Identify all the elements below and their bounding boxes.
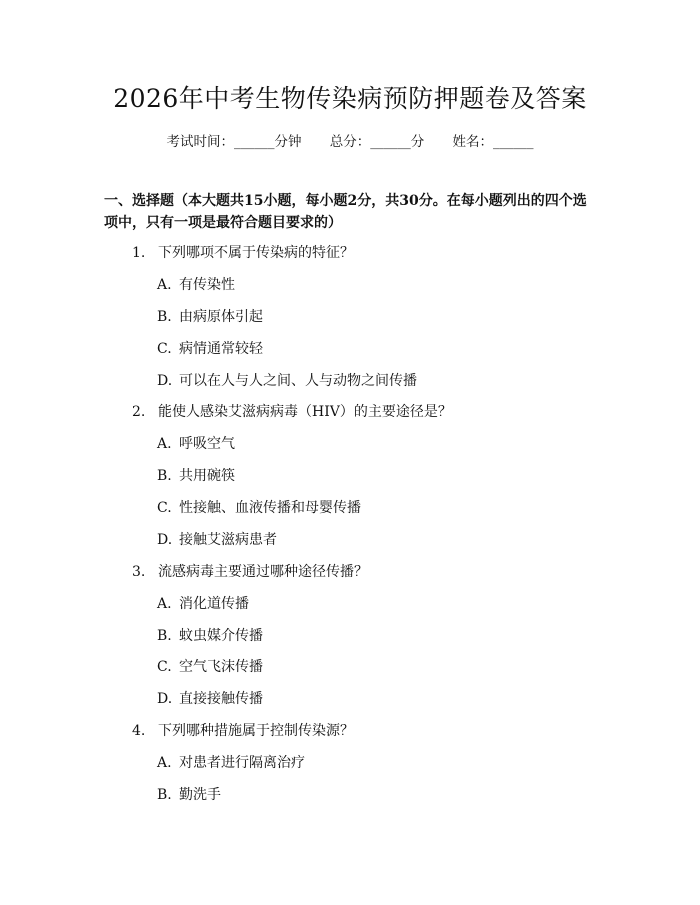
option-letter: A. bbox=[157, 755, 172, 771]
question-text: 下列哪种措施属于控制传染源？ bbox=[158, 723, 354, 739]
student-name-label: 姓名： bbox=[452, 134, 494, 150]
question-4-option-a bbox=[157, 753, 305, 773]
option-text: 可以在人与人之间、人与动物之间传播 bbox=[179, 373, 417, 389]
option-letter: C. bbox=[157, 500, 172, 516]
question-1-option-c bbox=[157, 339, 263, 359]
option-text: 呼吸空气 bbox=[179, 436, 235, 452]
option-letter: B. bbox=[157, 309, 172, 325]
question-3-option-b bbox=[157, 626, 263, 646]
option-text: 接触艾滋病患者 bbox=[179, 532, 277, 548]
question-3-option-d bbox=[157, 689, 263, 709]
option-text: 空气飞沫传播 bbox=[179, 659, 263, 675]
question-number: 1. bbox=[132, 245, 146, 261]
section-heading-line-1: 一、选择题（本大题共15小题，每小题2分，共30分。在每小题列出的四个选 bbox=[104, 193, 587, 209]
question-text: 流感病毒主要通过哪种途径传播？ bbox=[158, 564, 368, 580]
question-4-option-b bbox=[157, 785, 221, 805]
option-text: 由病原体引起 bbox=[179, 309, 263, 325]
question-3 bbox=[132, 562, 368, 582]
option-letter: D. bbox=[157, 532, 173, 548]
option-text: 消化道传播 bbox=[179, 596, 249, 612]
exam-info-line bbox=[0, 132, 700, 152]
question-3-option-a bbox=[157, 594, 249, 614]
option-text: 直接接触传播 bbox=[179, 691, 263, 707]
total-score-blank: ______ bbox=[370, 134, 411, 150]
option-letter: B. bbox=[157, 468, 172, 484]
exam-time-unit: 分钟 bbox=[274, 134, 302, 150]
question-4 bbox=[132, 721, 354, 741]
option-letter: B. bbox=[157, 787, 172, 803]
student-name-blank: ______ bbox=[493, 134, 534, 150]
option-letter: D. bbox=[157, 691, 173, 707]
option-letter: B. bbox=[157, 628, 172, 644]
question-2-option-b bbox=[157, 466, 235, 486]
student-name-field bbox=[453, 132, 534, 152]
question-number: 2. bbox=[132, 404, 146, 420]
question-number: 4. bbox=[132, 723, 146, 739]
exam-time-blank: ______ bbox=[233, 134, 275, 150]
page-title: 2026年中考生物传染病预防押题卷及答案 bbox=[113, 84, 587, 113]
option-text: 病情通常较轻 bbox=[179, 341, 263, 357]
option-text: 勤洗手 bbox=[179, 787, 221, 803]
question-1 bbox=[132, 243, 354, 263]
question-2-option-a bbox=[157, 434, 235, 454]
option-text: 对患者进行隔离治疗 bbox=[179, 755, 305, 771]
question-2-option-d bbox=[157, 530, 277, 550]
option-text: 性接触、血液传播和母婴传播 bbox=[179, 500, 361, 516]
total-score-field bbox=[330, 132, 425, 152]
question-1-option-a bbox=[157, 275, 235, 295]
section-heading-line-2: 项中，只有一项是最符合题目要求的） bbox=[104, 215, 342, 231]
question-2 bbox=[132, 402, 452, 422]
option-text: 共用碗筷 bbox=[179, 468, 235, 484]
option-letter: A. bbox=[157, 596, 172, 612]
question-text: 下列哪项不属于传染病的特征？ bbox=[158, 245, 354, 261]
option-text: 蚊虫媒介传播 bbox=[179, 628, 263, 644]
total-score-unit: 分 bbox=[410, 134, 425, 150]
section-heading bbox=[104, 190, 604, 234]
question-number: 3. bbox=[132, 564, 146, 580]
exam-time-field bbox=[166, 132, 301, 152]
option-letter: A. bbox=[157, 277, 172, 293]
question-3-option-c bbox=[157, 657, 263, 677]
total-score-label: 总分： bbox=[329, 134, 371, 150]
option-letter: A. bbox=[157, 436, 172, 452]
question-1-option-b bbox=[157, 307, 263, 327]
option-text: 有传染性 bbox=[179, 277, 235, 293]
question-1-option-d bbox=[157, 371, 417, 391]
question-text: 能使人感染艾滋病病毒（HIV）的主要途径是？ bbox=[158, 404, 452, 420]
option-letter: D. bbox=[157, 373, 173, 389]
question-2-option-c bbox=[157, 498, 361, 518]
option-letter: C. bbox=[157, 659, 172, 675]
option-letter: C. bbox=[157, 341, 172, 357]
exam-time-label: 考试时间： bbox=[166, 134, 234, 150]
